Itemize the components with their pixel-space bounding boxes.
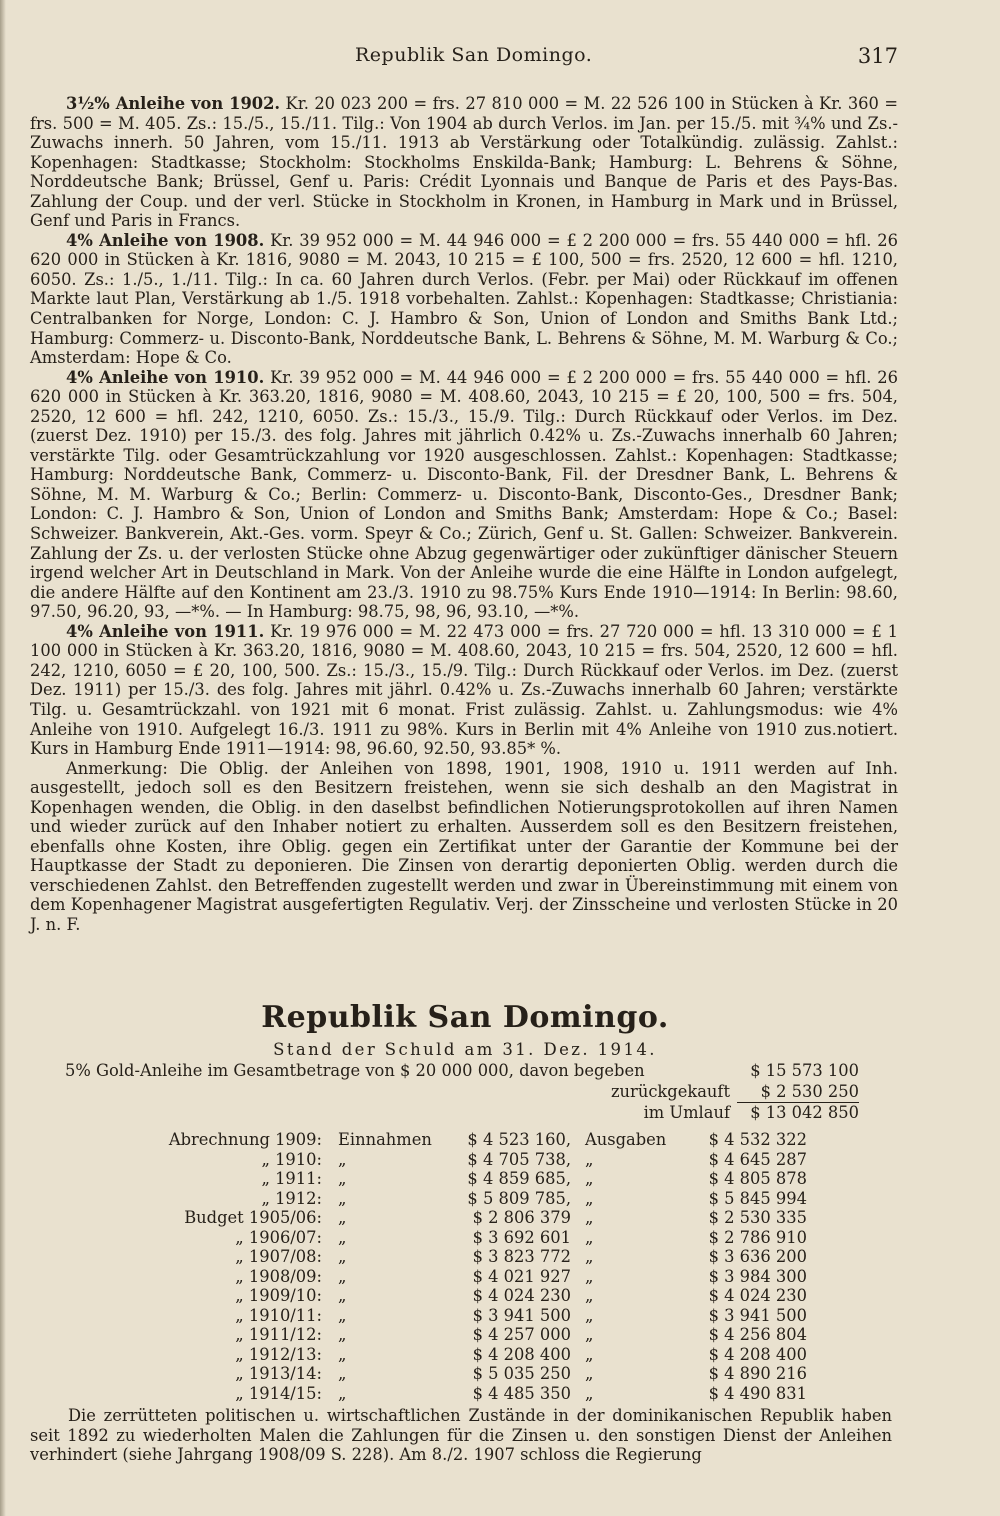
gold-loan-issued-amount: $ 15 573 100	[750, 1061, 859, 1080]
row-income-label: „	[338, 1169, 347, 1188]
row-expense-label: „	[585, 1188, 594, 1208]
section-subtitle: Stand der Schuld am 31. Dez. 1914.	[273, 1040, 657, 1059]
loan-1911-text: Kr. 19 976 000 = M. 22 473 000 = frs. 27 720 000 = hfl. 13 310 000 = £ 1 100 000 in Stücken à Kr. 363.20, 1816, 9080 = M. 408.60, 2043, 10 215 = frs. 504, 2520, 12 600 = hfl. 242, 1210, 6050 = £ 20, 100, 500. Zs.: 15./3., 15./9. Tilg.: Durch Rückkauf oder Verlos. im Dez. (zuerst Dez. 1911) per 15./3. des folg. Jahres mit jährl. 0.42% u. Zs.-Zuwachs innerhalb 60 Jahren; verstärkte Tilg. u. Gesamtrückzahl. von 1921 mit 6 monat. Frist zulässig. Zahlst. u. Zahlungsmodus: wie 4% Anleihe von 1910. Aufgelegt 16./3. 1911 zu 98%. Kurs in Berlin mit 4% Anleihe von 1910 zus.notiert. Kurs in Hamburg Ende 1911—1914: 98, 96.60, 92.50, 93.85* %.	[30, 621, 899, 759]
loan-1910-paragraph	[30, 368, 898, 622]
row-income-value: $ 5 035 250	[472, 1364, 571, 1383]
row-period-label: „ 1911/12:	[235, 1325, 322, 1344]
row-expense-value: $ 2 530 335	[708, 1208, 807, 1227]
gold-loan-outstanding-label: im Umlauf	[643, 1103, 730, 1122]
loan-descriptions	[30, 94, 898, 935]
page-edge	[0, 0, 6, 1516]
row-expense-label: „	[585, 1227, 594, 1247]
row-period-label: „ 1910/11:	[235, 1305, 322, 1325]
row-income-value: $ 5 809 785,	[467, 1188, 571, 1208]
row-income-label: „	[338, 1208, 347, 1227]
row-expense-label: „	[585, 1266, 594, 1286]
gold-loan-outstanding-row	[65, 1102, 865, 1123]
finance-row	[140, 1150, 807, 1170]
finance-row	[140, 1169, 807, 1189]
gold-loan-issued-row	[65, 1060, 865, 1081]
finance-row	[140, 1130, 807, 1150]
gold-loan-issued-label: 5% Gold-Anleihe im Gesamtbetrage von $ 20 000 000, davon begeben	[65, 1061, 645, 1080]
finance-row	[140, 1189, 807, 1209]
row-period-label: „ 1914/15:	[235, 1383, 322, 1403]
row-period-label: „ 1908/09:	[235, 1266, 322, 1286]
loan-1910-text: Kr. 39 952 000 = M. 44 946 000 = £ 2 200 000 = frs. 55 440 000 = hfl. 26 620 000 in Stücken à Kr. 363.20, 1816, 9080 = M. 408.60, 2043, 10 215 = £ 20, 100, 500 = frs. 504, 2520, 12 600 = hfl. 242, 1210, 6050. Zs.: 15./3., 15./9. Tilg.: Durch Rückkauf oder Verlos. im Dez. (zuerst Dez. 1910) per 15./3. des folg. Jahres mit jährlich 0.42% u. Zs.-Zuwachs innerhalb 60 Jahren; verstärkte Tilg. oder Gesamtrückzahlung vor 1920 ausgeschlossen. Zahlst.: Kopenhagen: Stadtkasse; Hamburg: Norddeutsche Bank, Commerz- u. Disconto-Bank, Fil. der Dresdner Bank, L. Behrens & Söhne, M. M. Warburg & Co.; Berlin: Commerz- u. Disconto-Bank, Disconto-Ges., Dresdner Bank; London: C. J. Hambro & Son, Union of London and Smiths Bank; Amsterdam: Hope & Co.; Basel: Schweizer. Bankverein, Akt.-Ges. vorm. Speyr & Co.; Zürich, Genf u. St. Gallen: Schweizer. Bankverein. Zahlung der Zs. u. der verlosten Stücke ohne Abzug gegenwärtiger oder zukünftiger dänischer Steuern irgend welcher Art in Deutschland in Mark. Von der Anleihe wurde die eine Hälfte in London aufgelegt, die andere Hälfte auf den Kontinent am 23./3. 1910 zu 98.75% Kurs Ende 1910—1914: In Berlin: 98.60, 97.50, 96.20, 93, —*%. — In Hamburg: 98.75, 98, 96, 93.10, —*%.	[30, 367, 899, 622]
row-expense-label: Ausgaben	[585, 1130, 667, 1149]
note-paragraph: Anmerkung: Die Oblig. der Anleihen von 1898, 1901, 1908, 1910 u. 1911 werden auf Inh. ausgestellt, jedoch soll es den Besitzern freistehen, wenn sie sich deshalb an den Magistrat in Kopenhagen wenden, die Oblig. in den daselbst befindlichen Notierungsprotokollen auf ihren Namen und wieder zurück auf den Inhaber notiert zu erhalten. Ausserdem soll es den Besitzern freistehen, ebenfalls ohne Kosten, ihre Oblig. gegen ein Zertifikat unter der Garantie der Kommune bei der Hauptkasse der Stadt zu deponieren. Die Zinsen von derartig deponierten Oblig. werden durch die verschiedenen Zahlst. den Betreffenden zugestellt werden und zwar in Übereinstimmung mit einem von dem Kopenhagener Magistrat ausgefertigten Regulativ. Verj. der Zinsscheine und verlosten Stücke in 20 J. n. F.	[30, 758, 898, 934]
loan-1908-title: 4% Anleihe von 1908.	[66, 230, 265, 250]
row-expense-value: $ 3 984 300	[708, 1266, 807, 1286]
loan-1911-title: 4% Anleihe von 1911.	[66, 621, 265, 641]
row-income-value: $ 4 705 738,	[467, 1149, 571, 1169]
row-income-label: „	[338, 1149, 347, 1169]
finance-row	[140, 1228, 807, 1248]
finance-row	[140, 1345, 807, 1365]
loan-1908-text: Kr. 39 952 000 = M. 44 946 000 = £ 2 200 000 = frs. 55 440 000 = hfl. 26 620 000 in Stücken à Kr. 1816, 9080 = M. 2043, 10 215 = £ 100, 500 = frs. 2520, 12 600 = hfl. 1210, 6050. Zs.: 1./5., 1./11. Tilg.: In ca. 60 Jahren durch Verlos. (Febr. per Mai) oder Rückkauf im offenen Markte laut Plan, Verstärkung ab 1./5. 1918 vorbehalten. Zahlst.: Kopenhagen: Stadtkasse; Christiania: Centralbanken for Norge, London: C. J. Hambro & Son, Union of London and Smiths Bank Ltd.; Hamburg: Commerz- u. Disconto-Bank, Norddeutsche Bank, L. Behrens & Söhne, M. M. Warburg & Co.; Amsterdam: Hope & Co.	[30, 230, 899, 368]
row-expense-value: $ 3 941 500	[708, 1305, 807, 1325]
row-period-label: „ 1907/08:	[235, 1247, 322, 1266]
row-income-value: $ 4 485 350	[472, 1383, 571, 1403]
row-income-label: „	[338, 1188, 347, 1208]
finance-row	[140, 1247, 807, 1267]
finance-row	[140, 1364, 807, 1384]
row-expense-value: $ 4 490 831	[708, 1383, 807, 1403]
row-expense-label: „	[585, 1344, 594, 1364]
loan-1908-paragraph	[30, 231, 898, 368]
row-expense-label: „	[585, 1169, 594, 1188]
finance-table	[140, 1130, 807, 1403]
row-expense-label: „	[585, 1325, 594, 1344]
row-expense-value: $ 4 208 400	[708, 1344, 807, 1364]
row-income-value: $ 4 257 000	[472, 1325, 571, 1344]
row-income-label: Einnahmen	[338, 1130, 432, 1149]
row-expense-value: $ 2 786 910	[708, 1227, 807, 1247]
loan-1902-text: Kr. 20 023 200 = frs. 27 810 000 = M. 22 526 100 in Stücken à Kr. 360 = frs. 500 = M. 405. Zs.: 15./5., 15./11. Tilg.: Von 1904 ab durch Verlos. im Jan. per 15./5. mit ¾% und Zs.-Zuwachs innerh. 50 Jahren, vom 15./11. 1913 ab Verstärkung oder Totalkündig. zulässig. Zahlst.: Kopenhagen: Stadtkasse; Stockholm: Stockholms Enskilda-Bank; Hamburg: L. Behrens & Söhne, Norddeutsche Bank; Brüssel, Genf u. Paris: Crédit Lyonnais und Banque de Paris et des Pays-Bas. Zahlung der Coup. und der verl. Stücke in Stockholm in Kronen, in Hamburg in Mark und in Brüssel, Genf und Paris in Francs.	[30, 94, 898, 231]
row-expense-label: „	[585, 1383, 594, 1403]
row-period-label: „ 1906/07:	[235, 1227, 322, 1247]
finance-row	[140, 1208, 807, 1228]
row-income-value: $ 4 021 927	[472, 1266, 571, 1286]
gold-loan-repurchased-amount: $ 2 530 250	[737, 1081, 859, 1103]
row-income-label: „	[338, 1286, 347, 1305]
row-period-label: „ 1912/13:	[235, 1344, 322, 1364]
finance-row	[140, 1267, 807, 1287]
loan-1910-title: 4% Anleihe von 1910.	[66, 367, 265, 387]
row-expense-value: $ 4 645 287	[708, 1149, 807, 1169]
finance-table-body	[140, 1130, 807, 1403]
closing-paragraph: Die zerrütteten politischen u. wirtschaftlichen Zustände in der dominikanischen Republik haben seit 1892 zu wiederholten Malen die Zahlungen für die Zinsen u. den sonstigen Dienst der Anleihen verhindert (siehe Jahrgang 1908/09 S. 228). Am 8./2. 1907 schloss die Regierung	[30, 1406, 892, 1464]
row-income-value: $ 4 208 400	[472, 1344, 571, 1364]
loan-1911-paragraph	[30, 622, 898, 759]
row-expense-label: „	[585, 1149, 594, 1169]
row-income-label: „	[338, 1227, 347, 1247]
row-period-label: „ 1910:	[261, 1149, 322, 1169]
finance-row	[140, 1286, 807, 1306]
row-expense-label: „	[585, 1286, 594, 1305]
row-income-value: $ 4 859 685,	[467, 1169, 571, 1188]
row-income-label: „	[338, 1383, 347, 1403]
row-expense-value: $ 3 636 200	[708, 1247, 807, 1266]
row-income-label: „	[338, 1266, 347, 1286]
loan-1902-paragraph	[30, 94, 898, 231]
row-income-value: $ 3 941 500	[472, 1305, 571, 1325]
row-expense-label: „	[585, 1305, 594, 1325]
row-expense-value: $ 4 805 878	[708, 1169, 807, 1188]
gold-loan-repurchased-row	[65, 1081, 865, 1102]
finance-row	[140, 1325, 807, 1345]
row-income-value: $ 4 523 160,	[467, 1130, 571, 1149]
gold-loan-summary	[65, 1060, 865, 1123]
row-period-label: Abrechnung 1909:	[168, 1130, 322, 1149]
row-period-label: „ 1911:	[261, 1169, 322, 1188]
row-expense-value: $ 5 845 994	[708, 1188, 807, 1208]
row-period-label: „ 1912:	[261, 1188, 322, 1208]
row-income-value: $ 2 806 379	[472, 1208, 571, 1227]
row-expense-value: $ 4 532 322	[708, 1130, 807, 1149]
row-expense-label: „	[585, 1364, 594, 1383]
row-income-label: „	[338, 1305, 347, 1325]
loan-1902-title: 3½% Anleihe von 1902.	[66, 94, 281, 113]
row-expense-label: „	[585, 1208, 594, 1227]
row-income-value: $ 3 692 601	[472, 1227, 571, 1247]
row-expense-label: „	[585, 1247, 594, 1266]
running-head: Republik San Domingo.	[355, 44, 593, 66]
page-number: 317	[857, 44, 898, 68]
row-expense-value: $ 4 256 804	[708, 1325, 807, 1344]
row-income-label: „	[338, 1344, 347, 1364]
row-expense-value: $ 4 890 216	[708, 1364, 807, 1383]
row-expense-value: $ 4 024 230	[708, 1286, 807, 1305]
row-income-label: „	[338, 1364, 347, 1383]
row-income-label: „	[338, 1325, 347, 1344]
row-income-value: $ 3 823 772	[472, 1247, 571, 1266]
closing-text	[30, 1406, 892, 1465]
gold-loan-outstanding-amount: $ 13 042 850	[750, 1103, 859, 1122]
row-period-label: Budget 1905/06:	[184, 1208, 322, 1227]
gold-loan-repurchased-label: zurückgekauft	[610, 1082, 730, 1101]
row-income-label: „	[338, 1247, 347, 1266]
row-income-value: $ 4 024 230	[472, 1286, 571, 1305]
section-title: Republik San Domingo.	[261, 1000, 669, 1035]
row-period-label: „ 1913/14:	[235, 1364, 322, 1383]
row-period-label: „ 1909/10:	[235, 1286, 322, 1305]
finance-row	[140, 1306, 807, 1326]
finance-row	[140, 1384, 807, 1404]
